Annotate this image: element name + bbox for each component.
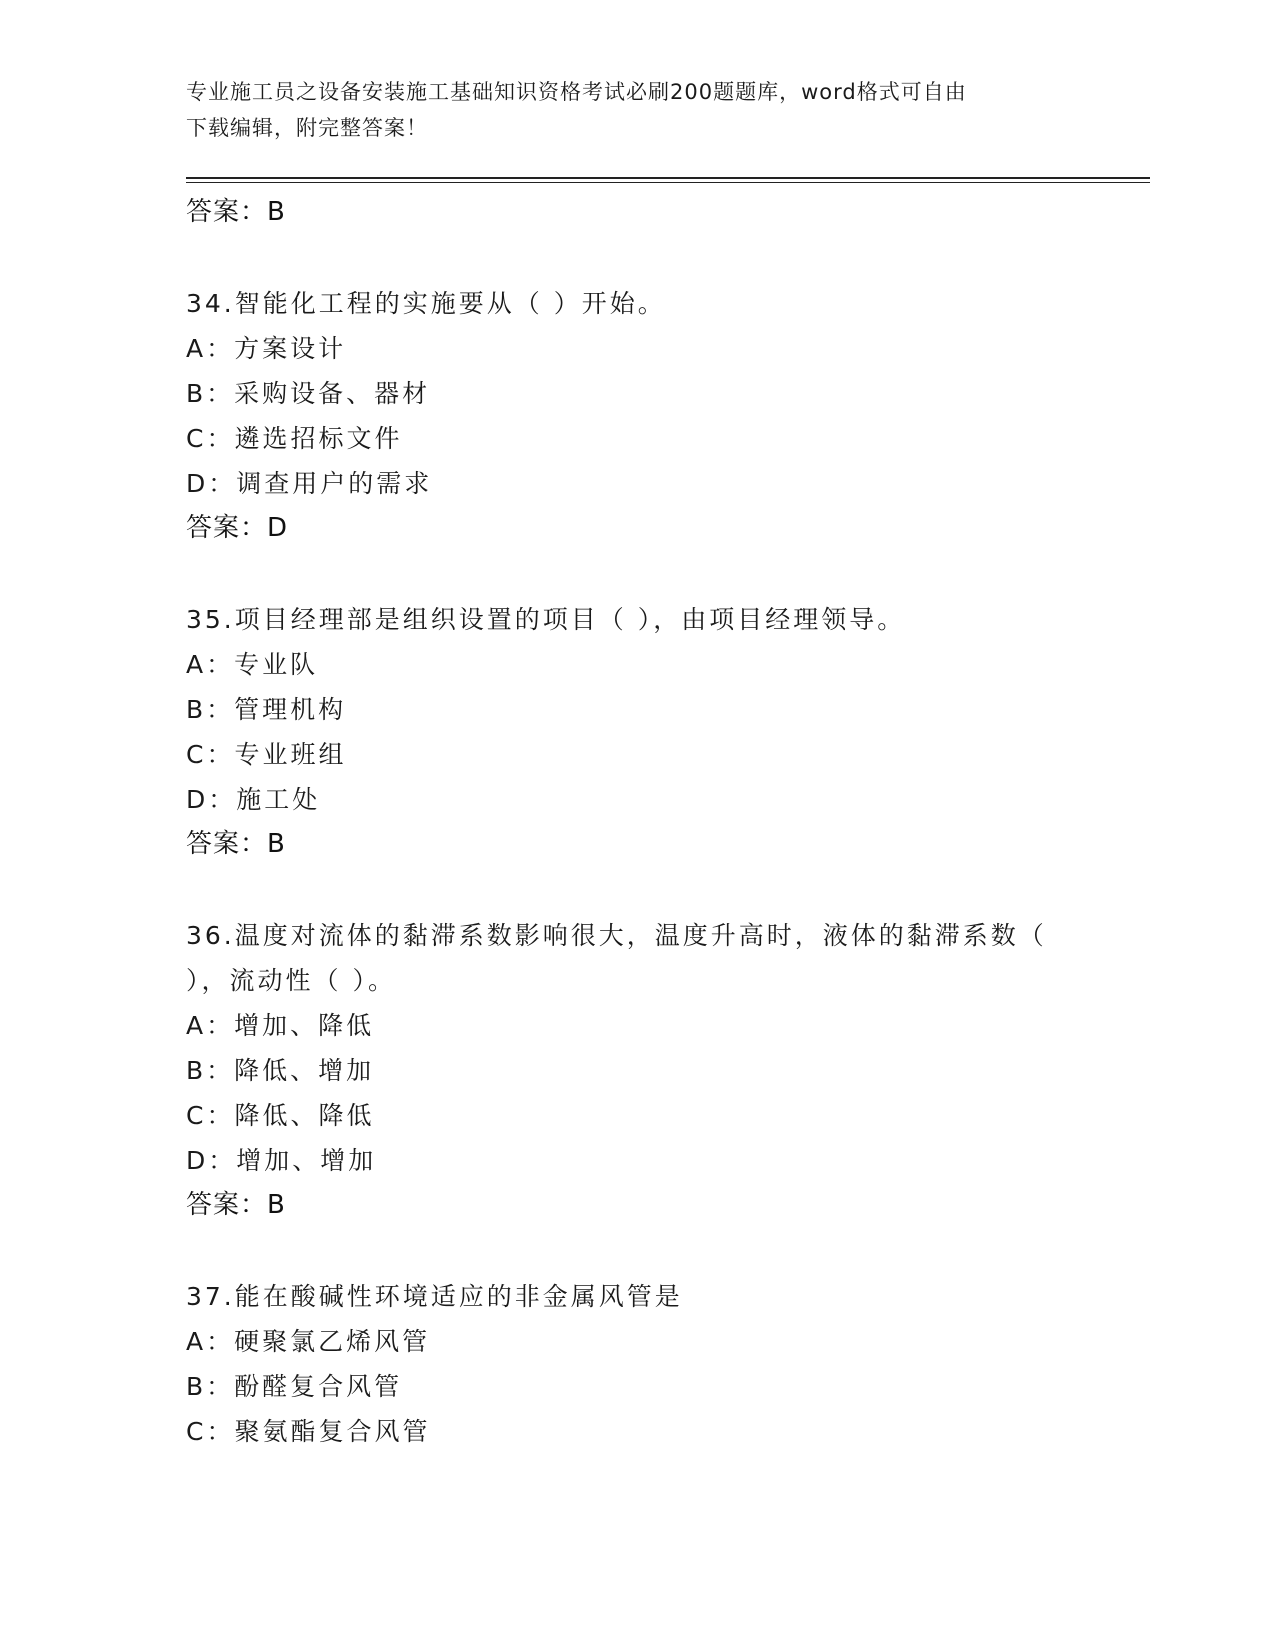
document-body bbox=[186, 190, 1086, 1454]
option-d: D：增加、增加 bbox=[186, 1146, 377, 1175]
option-d: D：调查用户的需求 bbox=[186, 469, 433, 498]
question-text-line-1: 36.温度对流体的黏滞系数影响很大，温度升高时，液体的黏滞系数（ bbox=[186, 921, 1047, 950]
question-text: 37.能在酸碱性环境适应的非金属风管是 bbox=[186, 1282, 683, 1311]
option-b: B：降低、增加 bbox=[186, 1056, 375, 1085]
option-b: B：采购设备、器材 bbox=[186, 379, 431, 408]
option-a: A：专业队 bbox=[186, 650, 319, 679]
question-text: 35.项目经理部是组织设置的项目（ ），由项目经理领导。 bbox=[186, 605, 906, 634]
question-block bbox=[186, 913, 1086, 1228]
answer-line: 答案：D bbox=[186, 513, 289, 543]
option-c: C：遴选招标文件 bbox=[186, 424, 403, 453]
option-a: A：增加、降低 bbox=[186, 1011, 375, 1040]
option-c: C：专业班组 bbox=[186, 740, 347, 769]
header-line-2: 下载编辑，附完整答案！ bbox=[186, 116, 428, 140]
answer-line: 答案：B bbox=[186, 1190, 286, 1220]
option-d: D：施工处 bbox=[186, 785, 321, 814]
option-c: C：聚氨酯复合风管 bbox=[186, 1417, 431, 1446]
option-c: C：降低、降低 bbox=[186, 1101, 375, 1130]
question-block bbox=[186, 281, 1086, 551]
option-a: A：硬聚氯乙烯风管 bbox=[186, 1327, 431, 1356]
option-b: B：管理机构 bbox=[186, 695, 347, 724]
question-text-line-2: ），流动性（ ）。 bbox=[186, 966, 396, 995]
question-block bbox=[186, 1274, 1086, 1454]
answer-line: 答案：B bbox=[186, 829, 286, 859]
question-text: 34.智能化工程的实施要从（ ）开始。 bbox=[186, 289, 666, 318]
option-a: A：方案设计 bbox=[186, 334, 347, 363]
answer-line: 答案：B bbox=[186, 197, 286, 227]
spacer bbox=[186, 551, 1086, 597]
option-b: B：酚醛复合风管 bbox=[186, 1372, 403, 1401]
document-header bbox=[186, 74, 1086, 146]
spacer bbox=[186, 1228, 1086, 1274]
question-block bbox=[186, 597, 1086, 867]
spacer bbox=[186, 235, 1086, 281]
header-rule-thin bbox=[186, 182, 1150, 183]
header-line-1: 专业施工员之设备安装施工基础知识资格考试必刷200题题库，word格式可自由 bbox=[186, 80, 967, 104]
spacer bbox=[186, 867, 1086, 913]
header-rule-thick bbox=[186, 177, 1150, 179]
